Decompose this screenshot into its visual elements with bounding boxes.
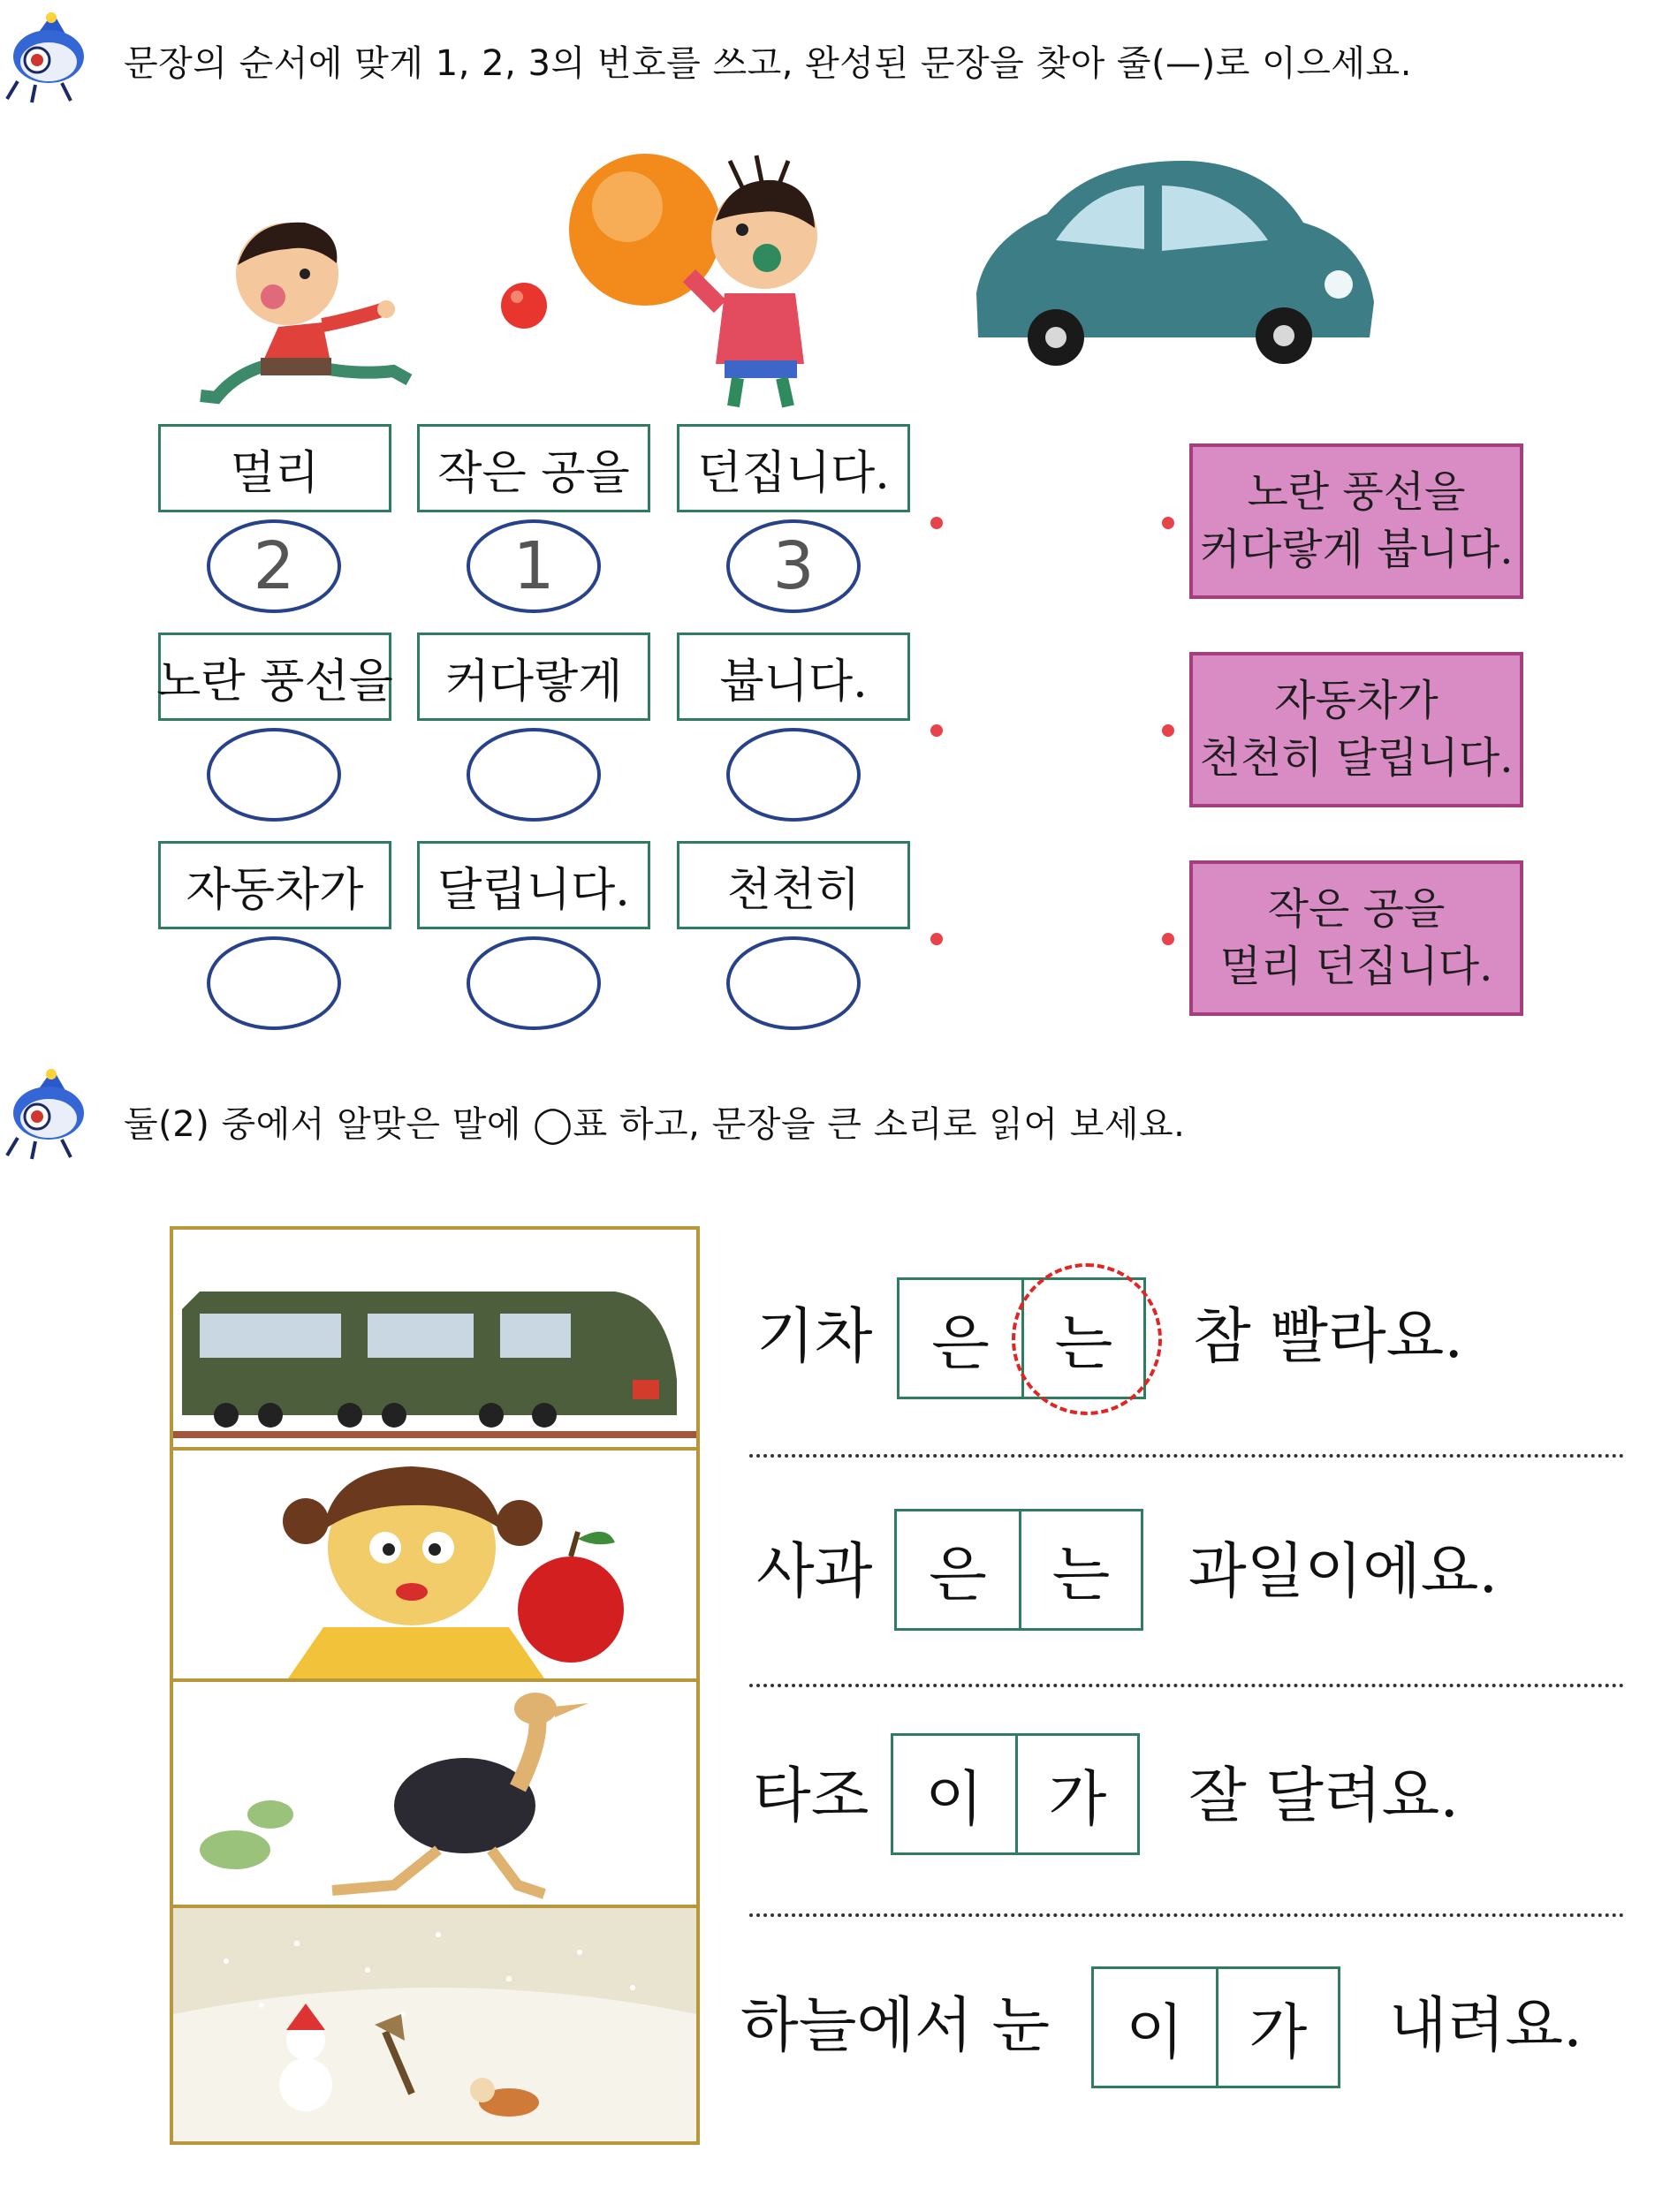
section2-instruction: 둘(2) 중에서 알맞은 말에 ◯표 하고, 문장을 큰 소리로 읽어 보세요.	[124, 1104, 1186, 1145]
order-number-oval[interactable]: 3	[726, 519, 861, 613]
answer-line: 자동차가	[1274, 676, 1438, 726]
order-number-oval[interactable]	[207, 936, 341, 1030]
running-girl-illustration	[181, 212, 420, 411]
sentence-suffix: 잘 달려요.	[1188, 1761, 1459, 1831]
sentence-prefix: 기차	[756, 1302, 873, 1372]
small-red-ball	[499, 281, 549, 330]
connect-dot-left[interactable]	[930, 933, 943, 945]
girl-apple-picture	[170, 1447, 700, 1678]
connect-dot-right[interactable]	[1162, 724, 1174, 737]
order-number-oval[interactable]	[207, 728, 341, 822]
connect-dot-right[interactable]	[1162, 933, 1174, 945]
order-number-oval[interactable]: 1	[467, 519, 601, 613]
dotted-divider	[749, 1913, 1624, 1917]
order-number-oval[interactable]: 2	[207, 519, 341, 613]
mascot-icon	[0, 1067, 97, 1160]
ostrich-picture	[170, 1678, 700, 1905]
choice-option[interactable]: 은	[929, 1540, 987, 1610]
word-box: 천천히	[677, 841, 910, 929]
order-number-oval[interactable]	[726, 936, 861, 1030]
sentence-prefix: 사과	[756, 1537, 873, 1607]
train-picture	[170, 1226, 700, 1447]
choice-option[interactable]: 가	[1015, 1736, 1137, 1852]
sentence-suffix: 참 빨라요.	[1193, 1302, 1463, 1372]
choice-option[interactable]: 은	[931, 1308, 990, 1379]
word-box: 작은 공을	[417, 424, 650, 512]
word-box: 노란 풍선을	[158, 633, 391, 721]
connect-dot-left[interactable]	[930, 517, 943, 529]
answer-line: 커다랗게 붑니다.	[1199, 525, 1514, 574]
order-number-oval[interactable]	[726, 728, 861, 822]
mascot-icon	[0, 11, 97, 103]
word-box: 커다랗게	[417, 633, 650, 721]
connect-dot-right[interactable]	[1162, 517, 1174, 529]
choice-pair	[891, 1733, 1140, 1855]
boy-balloon-illustration	[557, 152, 857, 408]
word-box: 자동차가	[158, 841, 391, 929]
choice-option[interactable]: 가	[1216, 1969, 1338, 2086]
answer-line: 멀리 던집니다.	[1219, 942, 1493, 991]
choice-option[interactable]: 이	[1126, 1997, 1184, 2068]
sentence-suffix: 내려요.	[1389, 1991, 1583, 2061]
dotted-divider	[749, 1684, 1624, 1687]
order-number-oval[interactable]	[467, 728, 601, 822]
car-illustration	[968, 152, 1383, 373]
choice-option[interactable]: 는	[1019, 1511, 1141, 1628]
answer-box	[1189, 652, 1523, 807]
section1-instruction: 문장의 순서에 맞게 1, 2, 3의 번호를 쓰고, 완성된 문장을 찾아 줄(—)로 이으세요.	[124, 43, 1412, 84]
choice-pair	[1091, 1966, 1340, 2088]
selected-circle-mark	[1012, 1263, 1162, 1415]
order-number-oval[interactable]	[467, 936, 601, 1030]
word-box: 달립니다.	[417, 841, 650, 929]
answer-line: 작은 공을	[1267, 884, 1446, 935]
word-box: 던집니다.	[677, 424, 910, 512]
choice-option[interactable]: 이	[925, 1764, 983, 1835]
dotted-divider	[749, 1454, 1624, 1458]
word-box: 붑니다.	[677, 633, 910, 721]
choice-option[interactable]: 는	[1021, 1280, 1143, 1397]
answer-box	[1189, 860, 1523, 1016]
answer-line: 노란 풍선을	[1247, 467, 1466, 518]
choice-pair	[894, 1509, 1143, 1631]
answer-line: 천천히 달립니다.	[1199, 733, 1514, 783]
connect-dot-left[interactable]	[930, 724, 943, 737]
snow-picture	[170, 1905, 700, 2145]
word-box: 멀리	[158, 424, 391, 512]
sentence-prefix: 하늘에서 눈	[740, 1991, 1051, 2061]
sentence-suffix: 과일이에요.	[1188, 1537, 1499, 1607]
answer-box	[1189, 443, 1523, 599]
sentence-prefix: 타조	[753, 1761, 869, 1831]
